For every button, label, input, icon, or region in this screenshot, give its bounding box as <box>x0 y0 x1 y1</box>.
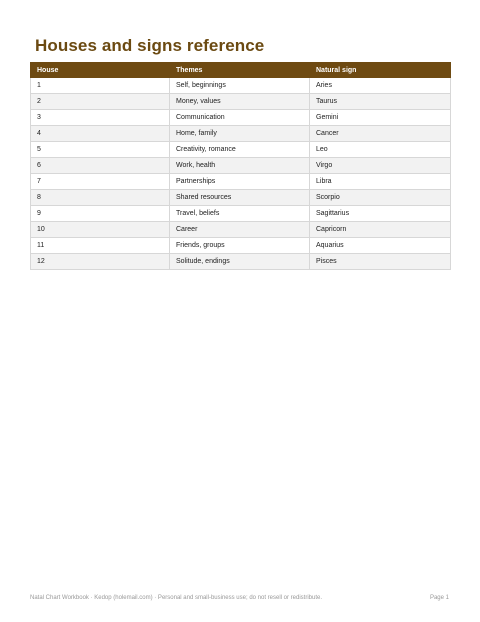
themes-cell: Home, family <box>170 126 310 142</box>
natural-sign-cell: Aries <box>310 78 451 94</box>
natural-sign-cell: Gemini <box>310 110 451 126</box>
natural-sign-cell: Scorpio <box>310 190 451 206</box>
table-row <box>31 206 451 222</box>
natural-sign-cell: Cancer <box>310 126 451 142</box>
house-cell: 7 <box>31 174 170 190</box>
column-header-themes: Themes <box>170 63 310 78</box>
house-cell: 4 <box>31 126 170 142</box>
natural-sign-cell: Virgo <box>310 158 451 174</box>
themes-cell: Self, beginnings <box>170 78 310 94</box>
house-cell: 3 <box>31 110 170 126</box>
natural-sign-cell: Taurus <box>310 94 451 110</box>
table-row <box>31 142 451 158</box>
table-row <box>31 94 451 110</box>
page-number: Page 1 <box>429 595 449 601</box>
column-header-house: House <box>31 63 170 78</box>
table-header-row <box>31 63 451 78</box>
table-row <box>31 158 451 174</box>
column-header-natural-sign: Natural sign <box>310 63 451 78</box>
table-row <box>31 190 451 206</box>
houses-signs-table <box>30 62 451 270</box>
house-cell: 1 <box>31 78 170 94</box>
natural-sign-cell: Leo <box>310 142 451 158</box>
page-title: Houses and signs reference <box>35 36 265 55</box>
themes-cell: Travel, beliefs <box>170 206 310 222</box>
natural-sign-cell: Sagittarius <box>310 206 451 222</box>
house-cell: 9 <box>31 206 170 222</box>
house-cell: 8 <box>31 190 170 206</box>
house-cell: 2 <box>31 94 170 110</box>
house-cell: 6 <box>31 158 170 174</box>
natural-sign-cell: Aquarius <box>310 238 451 254</box>
table-row <box>31 126 451 142</box>
house-cell: 12 <box>31 254 170 270</box>
natural-sign-cell: Pisces <box>310 254 451 270</box>
themes-cell: Shared resources <box>170 190 310 206</box>
natural-sign-cell: Capricorn <box>310 222 451 238</box>
themes-cell: Career <box>170 222 310 238</box>
themes-cell: Communication <box>170 110 310 126</box>
themes-cell: Creativity, romance <box>170 142 310 158</box>
table-row <box>31 222 451 238</box>
table-row <box>31 238 451 254</box>
themes-cell: Friends, groups <box>170 238 310 254</box>
natural-sign-cell: Libra <box>310 174 451 190</box>
themes-cell: Work, health <box>170 158 310 174</box>
themes-cell: Solitude, endings <box>170 254 310 270</box>
house-cell: 5 <box>31 142 170 158</box>
table-row <box>31 254 451 270</box>
table-row <box>31 110 451 126</box>
footer-credit: Natal Chart Workbook · Kedop (holemail.com) · Personal and small-business use; do not resell or redistribute. <box>30 595 323 601</box>
table-row <box>31 78 451 94</box>
themes-cell: Money, values <box>170 94 310 110</box>
themes-cell: Partnerships <box>170 174 310 190</box>
table-row <box>31 174 451 190</box>
house-cell: 10 <box>31 222 170 238</box>
house-cell: 11 <box>31 238 170 254</box>
